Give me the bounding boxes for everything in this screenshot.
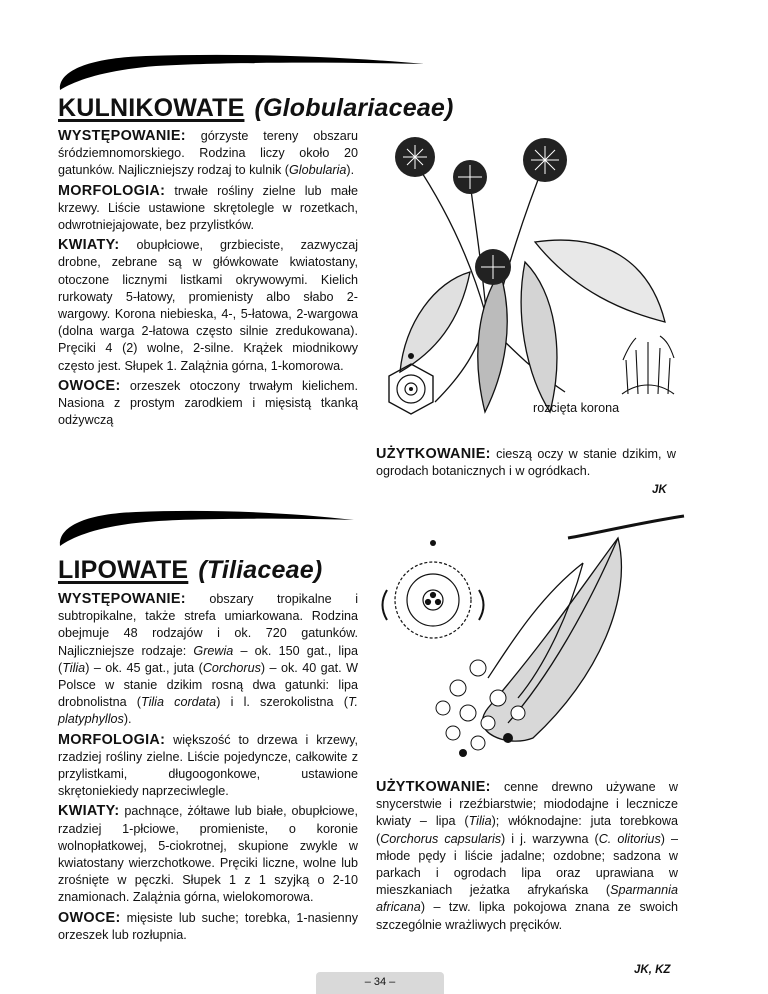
- author-signature: JK: [652, 484, 667, 496]
- use-heading: UŻYTKOWANIE:: [376, 779, 491, 795]
- lipowate-text-column: [58, 591, 358, 947]
- fruits-paragraph: [58, 378, 358, 430]
- occurrence-text: ).: [123, 712, 132, 727]
- family-name: KULNIKOWATE: [58, 94, 245, 122]
- flowers-text: obupłciowe, grzbieciste, zazwyczaj drobne, zebrane są w główkowate kwiatostany, otoczone licznymi listkami okrywowymi. Kielich rurkowaty 5-łatowy, promienisty albo słabo 2-wargowy. Korona niebieska, 4-, 5-łatowa, 2-wargowa (dolna warga 2-łatowa często silnie zredukowana). Pręciki 4 (2) wolne, 2-silne. Krążek miodnikowy często jest. Słupek 1. Zalążnia górna, 1-komorowa.: [58, 238, 358, 373]
- flowers-heading: KWIATY:: [58, 803, 120, 820]
- genus-name: Globularia: [289, 163, 347, 178]
- fruits-heading: OWOCE:: [58, 909, 121, 926]
- use-text: cenne drewno używane w snycerstwie i rzeźbiarstwie; miododajne i lecznicze kwiaty – lipa (: [376, 780, 678, 829]
- use-text: ); włóknodajne: juta torebkowa (: [376, 814, 678, 846]
- species-name: Sparmannia africana: [376, 883, 678, 915]
- decorative-swoosh-middle: [56, 506, 356, 548]
- occurrence-paragraph: [58, 591, 358, 729]
- species-name: C. olitorius: [598, 831, 661, 846]
- family-latin-name: (Tiliaceae): [198, 556, 323, 584]
- occurrence-text: obszary tropikalne i subtropikalne, także strefa umiarkowana. Rodzina obejmuje 48 rodzajów i ok. 720 gatunków. Najliczniejsze rodzaje:: [58, 592, 358, 658]
- morphology-heading: MORFOLOGIA:: [58, 182, 166, 199]
- species-name: Tilia cordata: [141, 695, 217, 710]
- decorative-swoosh-top: [56, 50, 426, 92]
- lipowate-use-paragraph: [376, 779, 678, 937]
- flowers-heading: KWIATY:: [58, 237, 120, 254]
- genus-name: Grewia: [193, 643, 234, 658]
- use-text: cieszą oczy w stanie dzikim, w ogrodach botanicznych i w ogródkach.: [376, 447, 676, 479]
- corolla-caption: rozcięta korona: [533, 401, 620, 415]
- family-latin-name: (Globulariaceae): [254, 94, 454, 122]
- species-name: Corchorus capsularis: [380, 831, 502, 846]
- fruits-text: orzeszek otoczony trwałym kielichem. Nasiona z prostym zarodkiem i mięsistą tkanką odżywczą: [58, 378, 358, 428]
- flower-diagram: [381, 352, 441, 416]
- occurrence-heading: WYSTĘPOWANIE:: [58, 128, 186, 144]
- flowers-paragraph: [58, 237, 358, 375]
- morphology-heading: MORFOLOGIA:: [58, 731, 166, 748]
- page-number: – 34 –: [364, 976, 396, 988]
- genus-name: Tilia: [62, 660, 86, 675]
- family-title-lipowate: [58, 556, 322, 585]
- family-name: LIPOWATE: [58, 556, 189, 584]
- fruits-heading: OWOCE:: [58, 377, 121, 394]
- occurrence-heading: WYSTĘPOWANIE:: [58, 591, 186, 607]
- genus-name: Tilia: [468, 814, 492, 829]
- morphology-text: trwałe rośliny zielne lub małe krzewy. Liście ustawione skrętolegle w rozetkach, odwrotniejajowate, bez przylistków.: [58, 183, 358, 233]
- flowers-paragraph: [58, 803, 358, 906]
- occurrence-text: górzyste tereny obszaru śródziemnomorskiego. Rodzina liczy około 20 gatunków. Najliczniejszy rodzaj to kulnik (: [58, 129, 358, 178]
- family-title-kulnikowate: [58, 94, 454, 123]
- occurrence-paragraph: [58, 128, 358, 180]
- fruits-text: mięsiste lub suche; torebka, 1-nasienny orzeszek lub rozłupnia.: [58, 910, 358, 942]
- use-text: ) – tzw. lipka pokojowa znana ze swoich szczególnie wrażliwych pręcików.: [376, 900, 678, 932]
- author-signature: JK, KZ: [634, 964, 671, 976]
- use-text: ) – młode pędy i liście jadalne; ozdobne; sadzona w parkach i ogrodach lipa oraz uprawiana w mieszkaniach jeżatka afrykańska (: [376, 831, 678, 898]
- occurrence-text: ) – ok. 40 gat. W Polsce w stanie dzikim rosną dwa gatunki: lipa drobnolistna (: [58, 660, 358, 710]
- kulnikowate-use-paragraph: [376, 446, 676, 483]
- use-heading: UŻYTKOWANIE:: [376, 446, 491, 462]
- occurrence-text: ) – ok. 45 gat., juta (: [85, 660, 203, 675]
- species-name: T. platyphyllos: [58, 695, 358, 727]
- kulnikowate-text-column: [58, 128, 358, 432]
- tilia-illustration: [368, 508, 686, 770]
- morphology-paragraph: [58, 183, 358, 235]
- occurrence-text: ) i l. szerokolistna (: [216, 695, 348, 710]
- use-text: ) i j. warzywna (: [501, 831, 599, 846]
- morphology-text: większość to drzewa i krzewy, rzadziej rośliny zielne. Liście pojedyncze, całkowite z przylistkami, długoogonkowe, ustawione skrętoniekiedy naprzeciwlegle.: [58, 732, 358, 799]
- fruits-paragraph: [58, 910, 358, 944]
- occurrence-text: – ok. 150 gat., lipa (: [58, 643, 358, 675]
- morphology-paragraph: [58, 732, 358, 801]
- flowers-text: pachnące, żółtawe lub białe, obupłciowe, rzadziej 1-płciowe, promieniste, o koronie wolnopłatkowej, 5-ciokrotnej, skupione zwykle w kwiatostany wierzchotkowe. Pręciki liczne, wolne lub zrośnięte w pęczki. Słupek 1 z 1 szyjką o 2-10 znamionach. Zalążnia górna, wielokomorowa.: [58, 804, 358, 905]
- occurrence-text-end: ).: [346, 163, 355, 178]
- corolla-section-illustration: [618, 330, 678, 396]
- genus-name: Corchorus: [202, 660, 261, 675]
